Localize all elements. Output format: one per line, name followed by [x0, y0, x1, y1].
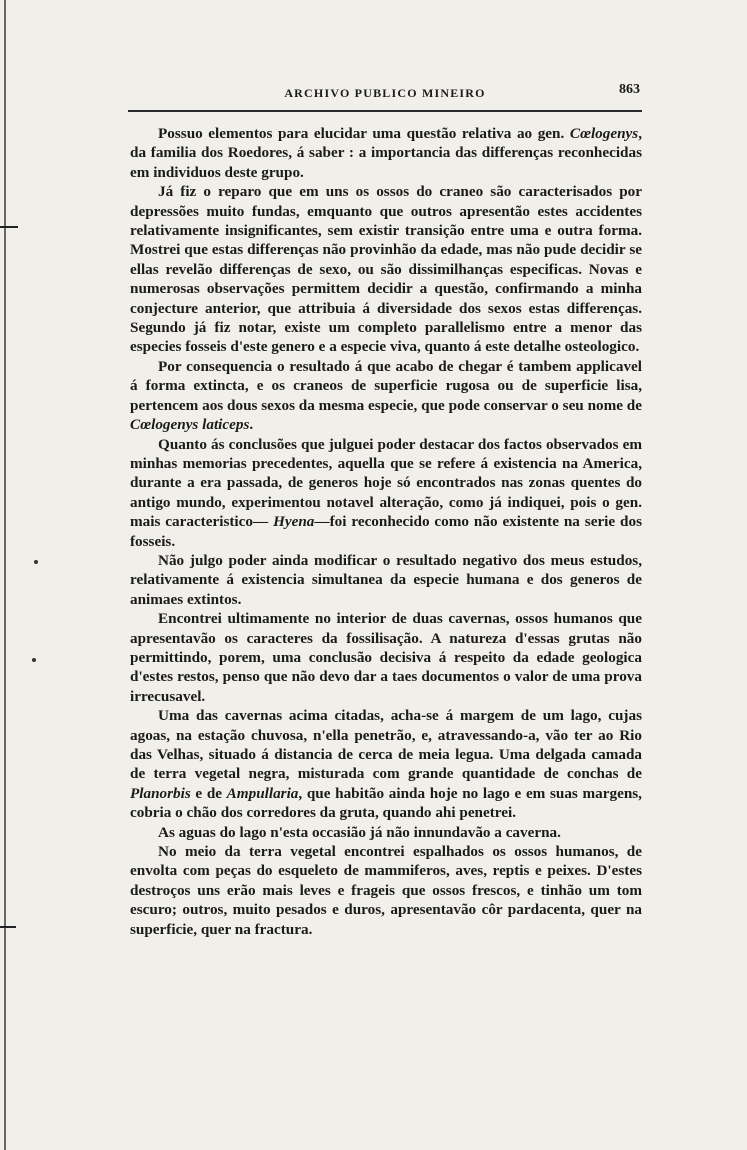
paragraph	[130, 124, 642, 182]
text-run: Quanto ás conclusões que julguei poder destacar dos factos observados em minhas memorias precedentes, aquella que se refere á existencia na America, durante a era passada, de generos hoje só encontrados nas zonas quentes do antigo mundo, experimentou notavel alteração, como já indiquei, pois o gen. mais caracteristico—	[130, 435, 642, 531]
margin-mark	[0, 926, 16, 928]
paragraph	[130, 551, 642, 609]
paragraph	[130, 823, 642, 842]
paragraph	[130, 842, 642, 939]
margin-speck	[32, 658, 36, 662]
page-header	[130, 84, 640, 104]
italic-term: Hyena	[273, 513, 315, 531]
text-run: Possuo elementos para elucidar uma questão relativa ao gen.	[158, 125, 570, 142]
paragraph	[130, 182, 642, 357]
margin-mark	[0, 226, 18, 228]
text-run: No meio da terra vegetal encontrei espalhados os ossos humanos, de envolta com peças do esqueleto de mammiferos, aves, reptis e peixes. D'estes destroços uns erão mais leves e frageis que ossos frescos, e tinhão um tom escuro; outros, muito pesados e duros, apresentavão côr pardacenta, quer na superficie, quer na fractura.	[130, 843, 642, 938]
paragraph	[130, 357, 642, 435]
text-run: —foi reconhecido como não existente na serie dos fosseis.	[130, 513, 642, 550]
text-run: As aguas do lago n'esta occasião já não innundavão a caverna.	[158, 823, 561, 841]
text-run: Encontrei ultimamente no interior de duas cavernas, ossos humanos que apresentavão os caracteres da fossilisação. A natureza d'essas grutas não permittindo, porem, uma conclusão decisiva á respeito da edade geologica d'estes restos, penso que não devo dar a taes documentos o valor de uma prova irrecusavel.	[130, 610, 642, 705]
italic-term: Ampullaria	[226, 784, 299, 802]
italic-term: Planorbis	[130, 784, 191, 802]
text-run: , que habitão ainda hoje no lago e em suas margens, cobria o chão dos corredores da gruta, quando ahi penetrei.	[130, 784, 642, 822]
italic-term: Cœlogenys	[569, 125, 639, 142]
text-run: Por consequencia o resultado á que acabo de chegar é tambem applicavel á forma extincta, e os craneos de superficie rugosa ou de superficie lisa, pertencem aos dous sexos da mesma especie, que pode conservar o seu nome de	[130, 357, 642, 414]
header-rule	[128, 110, 642, 112]
text-run: Não julgo poder ainda modificar o resultado negativo dos meus estudos, relativamente á existencia simultanea da especie humana e dos generos de animaes extintos.	[130, 551, 642, 608]
body-text	[130, 124, 642, 939]
page-number: 863	[619, 82, 640, 97]
binding-edge	[4, 0, 6, 1150]
margin-speck	[34, 560, 38, 564]
text-run: Já fiz o reparo que em uns os ossos do craneo são caracterisados por depressões muito fundas, emquanto que outros apresentão estes accidentes relativamente insignificantes, sem existir transição entre uma e outra forma. Mostrei que estas differenças não provinhão da edade, mas não pude decidir se ellas revelão differenças de sexo, ou são dissimilhanças especificas. Novas e numerosas observações permittem decidir a questão, confirmando a minha conjecture anterior, que attribuia á diversidade dos sexos estas differenças. Segundo já fiz notar, existe um completo parallelismo entre a menor das especies fosseis d'este genero e a especie viva, quanto á este detalhe osteologico.	[130, 183, 642, 356]
text-run: e de	[190, 784, 227, 802]
italic-term: Cœlogenys laticeps	[130, 416, 250, 434]
text-run: , da familia dos Roedores, á saber : a importancia das differenças reconhecidas em individuos deste grupo.	[130, 125, 642, 181]
paragraph	[130, 706, 642, 822]
text-run: .	[249, 416, 254, 434]
running-title: ARCHIVO PUBLICO MINEIRO	[284, 86, 486, 100]
paragraph	[130, 435, 642, 551]
paragraph	[130, 609, 642, 706]
text-run: Uma das cavernas acima citadas, acha-se á margem de um lago, cujas agoas, na estação chuvosa, n'ella penetrão, e, atravessando-a, vão ter ao Rio das Velhas, situado á distancia de cerca de meia legua. Uma delgada camada de terra vegetal negra, misturada com grande quantidade de conchas de	[130, 707, 642, 783]
